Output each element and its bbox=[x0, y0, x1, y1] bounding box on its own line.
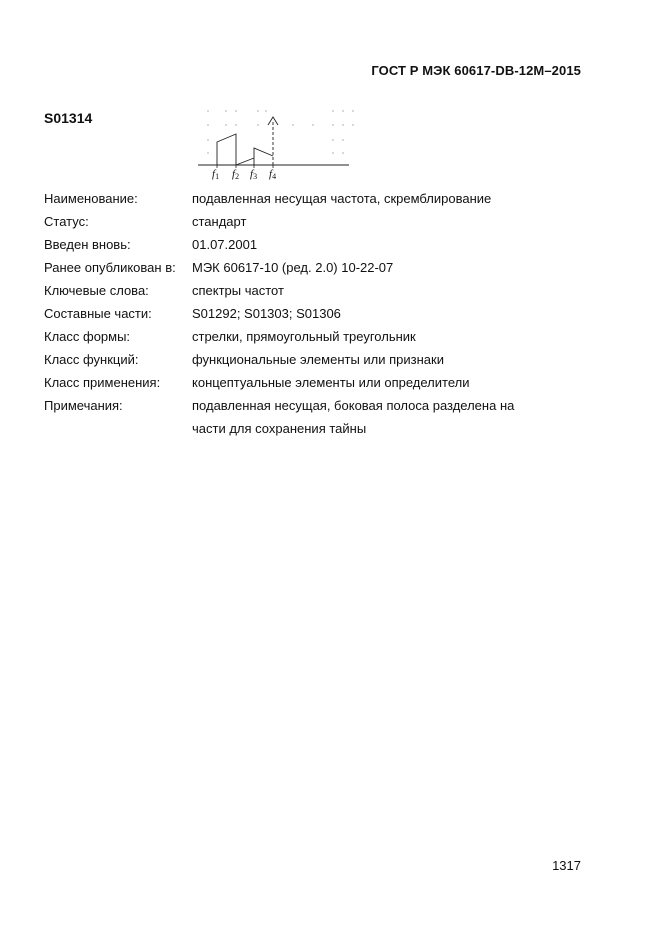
field-row-keywords bbox=[44, 279, 564, 302]
field-label: Класс формы: bbox=[44, 329, 131, 344]
field-value: концептуальные элементы или определители bbox=[192, 375, 470, 390]
field-row-application-class bbox=[44, 371, 564, 394]
field-row-status bbox=[44, 210, 564, 233]
grid-dots bbox=[196, 110, 354, 153]
field-value: части для сохранения тайны bbox=[192, 421, 367, 436]
field-value: стрелки, прямоугольный треугольник bbox=[192, 329, 416, 344]
field-value: S01292; S01303; S01306 bbox=[192, 306, 341, 321]
field-label: Составные части: bbox=[44, 306, 152, 321]
field-label bbox=[44, 417, 192, 440]
field-value: стандарт bbox=[192, 214, 247, 229]
field-row-name bbox=[44, 187, 564, 210]
field-row-function-class bbox=[44, 348, 564, 371]
svg-text:f1: f1 bbox=[212, 168, 220, 181]
field-value: спектры частот bbox=[192, 283, 284, 298]
document-header: ГОСТ Р МЭК 60617-DB-12M–2015 bbox=[371, 63, 581, 78]
field-row-shape-class bbox=[44, 325, 564, 348]
field-label: Класс применения: bbox=[44, 375, 161, 390]
field-label: Примечания: bbox=[44, 398, 123, 413]
symbol-figure bbox=[196, 104, 356, 187]
field-value: МЭК 60617-10 (ред. 2.0) 10-22-07 bbox=[192, 260, 394, 275]
attribute-table bbox=[44, 187, 564, 440]
field-row-components bbox=[44, 302, 564, 325]
field-label: Класс функций: bbox=[44, 352, 139, 367]
field-label: Введен вновь: bbox=[44, 237, 131, 252]
field-row-notes-continued bbox=[44, 417, 564, 440]
svg-text:f2: f2 bbox=[232, 168, 240, 181]
field-label: Наименование: bbox=[44, 191, 138, 206]
field-row-notes bbox=[44, 394, 564, 417]
field-label: Ранее опубликован в: bbox=[44, 260, 176, 275]
suppressed-carrier-scrambling-spectrum-symbol-icon bbox=[196, 104, 356, 182]
field-row-published bbox=[44, 256, 564, 279]
field-label: Ключевые слова: bbox=[44, 283, 149, 298]
field-value: подавленная несущая частота, скремблирование bbox=[192, 191, 492, 206]
svg-text:f3: f3 bbox=[250, 168, 258, 181]
field-label: Статус: bbox=[44, 214, 89, 229]
svg-text:f4: f4 bbox=[269, 168, 277, 181]
symbol-code: S01314 bbox=[44, 110, 93, 126]
field-value: подавленная несущая, боковая полоса разделена на bbox=[192, 398, 515, 413]
field-value: 01.07.2001 bbox=[192, 237, 258, 252]
field-row-introduced bbox=[44, 233, 564, 256]
field-value: функциональные элементы или признаки bbox=[192, 352, 444, 367]
page-number: 1317 bbox=[552, 858, 581, 873]
